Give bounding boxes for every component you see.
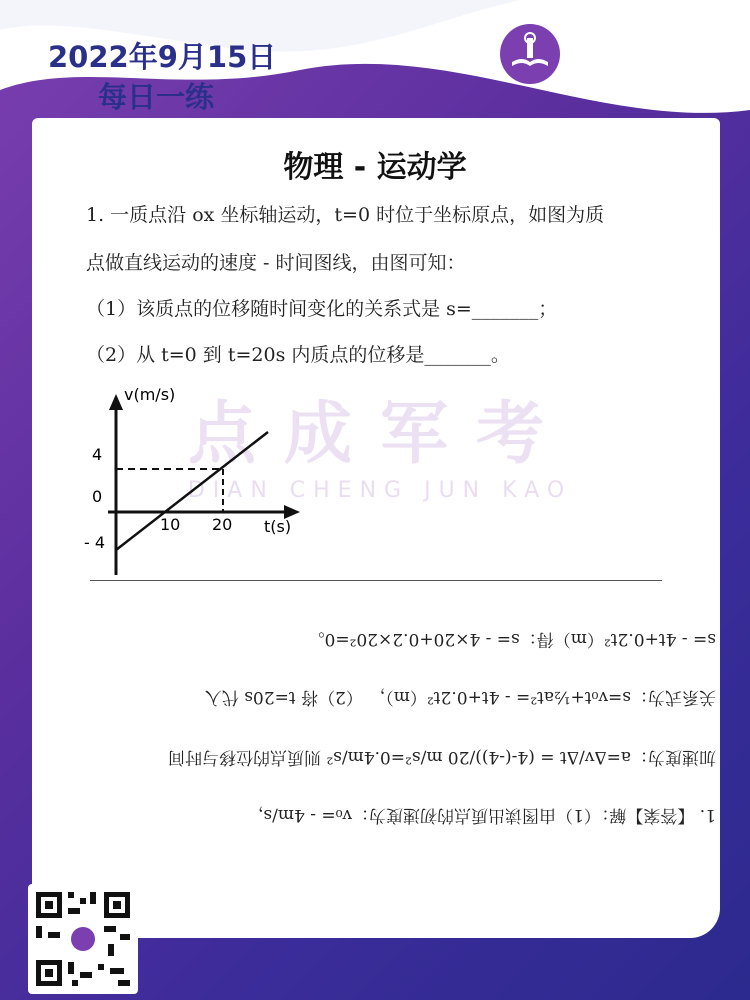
answer-line-4: s= - 4t+0.2t²（m）得：s= - 4×20+0.2×20²=0。 <box>307 629 716 649</box>
y-axis-arrow-icon <box>109 394 123 410</box>
brand-logo <box>500 24 730 84</box>
answer-line-1: 1. 【答案】解：（1）由图读出质点的初速度为：v₀= - 4m/s， <box>246 805 716 825</box>
answer-upside-down <box>86 600 716 830</box>
question-line-4: （2）从 t=0 到 t=20s 内质点的位移是_______。 <box>86 344 510 366</box>
answer-line-3: 关系式为：s=v₀t+½at²= - 4t+0.2t²（m）， （2）将 t=20s 代入 <box>204 687 716 707</box>
question-line-1: 1. 一质点沿 ox 坐标轴运动，t=0 时位于坐标原点，如图为质 <box>86 204 605 226</box>
y-tick-4: 4 <box>92 445 103 464</box>
qr-code <box>28 884 138 994</box>
question-line-3: （1）该质点的位移随时间变化的关系式是 s=_______； <box>86 298 558 320</box>
y-tick-0: 0 <box>92 487 103 506</box>
y-axis-label: v(m/s) <box>124 385 176 404</box>
date-label: 2022年9月15日 <box>48 40 277 74</box>
logo-subtitle: DIAN CHENG JUN KAO <box>576 64 722 75</box>
x-tick-20: 20 <box>212 515 233 534</box>
watermark-subtitle: DIAN CHENG JUN KAO <box>187 478 573 503</box>
daily-practice-label: 每日一练 <box>98 80 215 114</box>
x-axis-label: t(s) <box>264 517 292 536</box>
divider <box>90 580 662 581</box>
x-tick-10: 10 <box>160 515 181 534</box>
page-title: 物理 - 运动学 <box>283 150 467 185</box>
logo-book-icon <box>500 24 560 84</box>
y-tick-neg4: - 4 <box>84 533 106 552</box>
answer-line-2: 加速度为：a=Δv/Δt = (4-(-4))/20 m/s²=0.4m/s² 则质点的位移与时间 <box>167 747 716 767</box>
velocity-line <box>116 432 268 550</box>
watermark-text: 点成军考 <box>187 395 572 474</box>
logo-name: 点成军考 <box>576 34 684 60</box>
question-line-2: 点做直线运动的速度 - 时间图线，由图可知： <box>86 252 466 274</box>
velocity-time-graph <box>78 380 318 580</box>
